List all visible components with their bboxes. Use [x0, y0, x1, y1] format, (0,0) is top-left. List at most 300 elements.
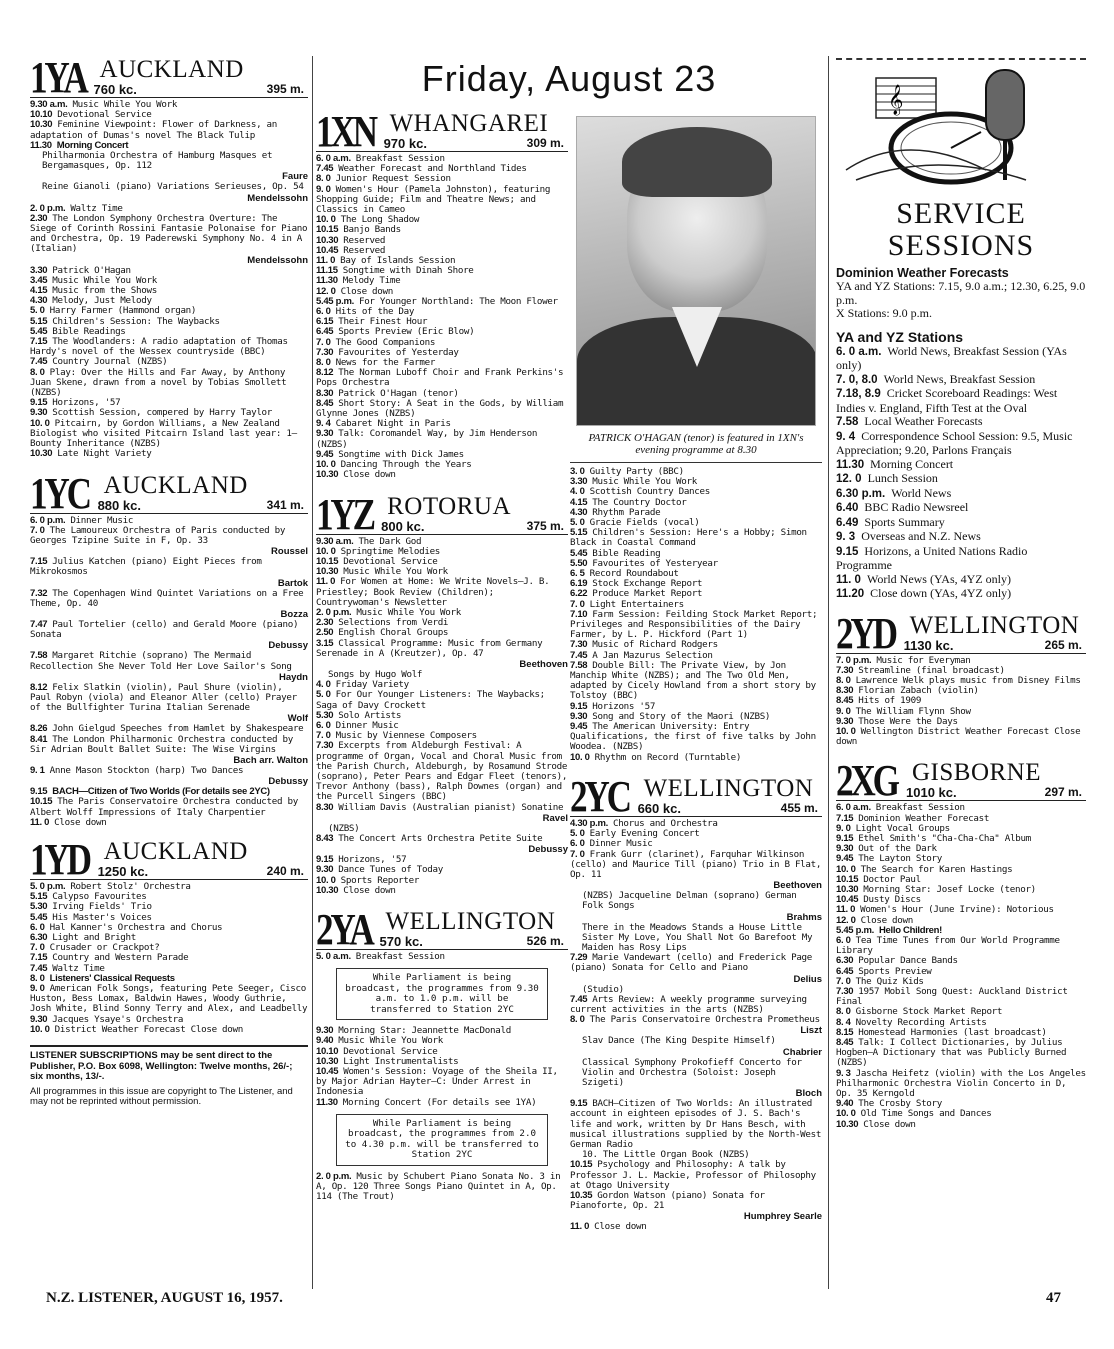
entry-time: 8.45 — [316, 397, 334, 409]
entry-time: 10. 0 — [836, 725, 856, 737]
entry-time: 10. 0 — [30, 1023, 50, 1035]
composer-credit: Chabrier — [782, 1046, 822, 1058]
composer-credit: Debussy — [268, 776, 308, 788]
entry-title: Bible Reading — [592, 547, 661, 559]
composer-credit: Delius — [793, 973, 822, 985]
entry-time: 5. 0 — [30, 305, 45, 317]
entry-time: 8. 0 — [836, 1006, 851, 1018]
programme-entry — [316, 470, 568, 480]
entry-title: Talk: Coromandel Way, by Jim Henderson (NZBS) — [316, 428, 538, 450]
entry-time: 4. 0 — [316, 679, 331, 691]
entry-title: Wellington District Weather Forecast Close down — [836, 725, 1081, 748]
entry-time: 2.30 — [316, 617, 334, 629]
programme-entry — [570, 1036, 822, 1046]
entry-time: 5.45 — [30, 911, 48, 923]
composer-credit: Brahms — [786, 911, 822, 923]
entry-time: 7. 0 — [30, 524, 45, 536]
entry-time: 12. 0 — [316, 285, 336, 297]
composer-credit: Wolf — [287, 713, 308, 725]
entry-title: The Quiz Kids — [855, 975, 924, 987]
entry-time: 11.30 — [30, 139, 52, 151]
entry-title: Dinner Music — [70, 514, 134, 526]
entry-title: The Woodlanders: A radio adaptation of Thomas Hardy's novel of the Wessex countryside (BBC) — [30, 336, 288, 358]
entry-title: Light Entertainers — [589, 598, 684, 610]
entry-title: Lunch Session — [867, 471, 938, 485]
entry-time: 11.20 — [836, 588, 865, 600]
station-code: 2XG — [836, 756, 897, 806]
entry-time: 10.30 — [316, 234, 339, 246]
entry-title: Dusty Discs — [863, 894, 921, 906]
entry-time: 3.30 — [30, 264, 48, 276]
entry-time: 10.30 — [30, 448, 53, 460]
column-3 — [570, 112, 822, 1233]
programme-entry — [570, 610, 822, 641]
entry-title: Cricket Scoreboard Readings: West Indies v. England, Fifth Test at the Oval — [836, 386, 1058, 415]
programme-entry — [316, 577, 568, 608]
entry-title: Music of Richard Rodgers — [592, 639, 718, 651]
entry-title: Out of the Dark — [858, 843, 937, 855]
station-m: 526 m. — [526, 934, 564, 948]
entry-title: Doctor Paul — [863, 873, 921, 885]
entry-title: Music for Everyman — [876, 654, 971, 666]
entry-time: 7.10 — [570, 608, 588, 620]
composer-credit: Humphrey Searle — [743, 1211, 822, 1223]
entry-time: 2. 0 p.m. — [316, 1170, 352, 1182]
entry-time: 7. 0 — [570, 598, 585, 610]
entry-time: 10.15 — [836, 873, 859, 885]
service-entry — [836, 373, 1086, 388]
entry-title: Stock Exchange Report — [592, 578, 703, 590]
portrait-photo — [576, 116, 816, 426]
entry-time: 7.15 — [30, 336, 48, 348]
entry-time: 5. 0 a.m. — [316, 951, 351, 962]
entry-time: 7. 0 — [30, 942, 45, 954]
entry-time: 10.30 — [316, 566, 339, 578]
programme-list-2xg — [836, 803, 1086, 1130]
entry-time: 9. 0 — [836, 822, 851, 834]
entry-time: 8. 0 — [316, 173, 331, 185]
entry-title: Light Vocal Groups — [855, 822, 950, 834]
entry-time: 8. 0 — [30, 972, 45, 984]
entry-time: 10.30 — [836, 1118, 859, 1130]
entry-title: News for the Farmer — [335, 357, 436, 369]
entry-time: 2. 0 p.m. — [316, 606, 352, 618]
entry-title: Light and Bright — [52, 931, 136, 943]
station-city: AUCKLAND — [103, 837, 248, 865]
entry-time: 9.15 — [836, 545, 859, 558]
programme-entry — [570, 753, 822, 763]
entry-title: 10. The Little Organ Book (NZBS) — [582, 1149, 750, 1161]
entry-title: Light Instrumentalists — [343, 1055, 459, 1067]
entry-title: Close down — [860, 914, 913, 926]
entry-time: 8.43 — [316, 832, 334, 844]
entry-time: 10.10 — [316, 1045, 339, 1057]
entry-title: Produce Market Report — [592, 588, 703, 600]
entry-time: 9. 1 — [30, 764, 45, 776]
programme-entry — [836, 1069, 1086, 1100]
entry-time: 6.45 — [316, 326, 334, 338]
entry-time: 10. 0 — [316, 214, 336, 226]
programme-entry — [316, 429, 568, 449]
station-header-2xg — [836, 756, 1086, 806]
entry-time: 6.19 — [570, 578, 588, 590]
programme-entry — [836, 727, 1086, 747]
programme-entry — [30, 214, 308, 255]
entry-time: 4.15 — [570, 496, 588, 508]
programme-entry — [836, 936, 1086, 956]
entry-title: Lawrence Welk plays music from Disney Films — [855, 674, 1081, 686]
entry-title: Morning Concert (For details see 1YA) — [342, 1096, 537, 1108]
entry-time: 7.45 — [316, 163, 334, 175]
entry-time: 10.30 — [316, 469, 339, 481]
entry-title: The Norman Luboff Choir and Frank Perkins's Pops Orchestra — [316, 367, 564, 389]
entry-title: Cabaret Night in Paris — [335, 418, 451, 430]
entry-title: Breakfast Session — [875, 802, 965, 814]
entry-title: The Country Doctor — [592, 496, 687, 508]
column-1 — [30, 53, 308, 1108]
entry-time: 10.15 — [316, 224, 339, 236]
programme-entry — [316, 834, 568, 844]
station-code: 2YD — [836, 608, 895, 658]
entry-title: Selections from Verdi — [338, 617, 449, 629]
entry-title: Talk: I Collect Dictionaries, by Julius Hogben—A Dictionary that was Publicly Burned (NZBS) — [836, 1037, 1067, 1069]
entry-title: Pitcairn, by Gordon Williams, a New Zealand Biologist who visited Pitcairn Island last year: 1—Bounty Inheritance (NZBS) — [30, 417, 297, 450]
entry-title: Reserved — [343, 244, 386, 256]
station-m: 341 m. — [266, 497, 304, 512]
station-header-1yc — [30, 468, 308, 518]
composer-credit: Liszt — [800, 1025, 822, 1037]
composer-credit: Bartok — [277, 577, 308, 589]
programme-entry — [836, 1120, 1086, 1130]
composer-credit: Ravel — [542, 812, 568, 824]
entry-time: 7. 0 — [316, 730, 331, 742]
entry-time: 9.30 — [316, 428, 334, 440]
entry-title: Dominion Weather Forecast — [858, 812, 990, 824]
entry-time: 9.30 a.m. — [316, 535, 354, 547]
service-entry — [836, 387, 1086, 415]
entry-title: Harry Farmer (Hammond organ) — [49, 305, 197, 317]
entry-time: 6. 0 — [30, 921, 45, 933]
station-city: AUCKLAND — [103, 471, 248, 499]
entry-time: 9.30 — [30, 1013, 48, 1025]
entry-time: 10. 0 — [316, 874, 336, 886]
entry-title: Guilty Party (BBC) — [589, 466, 684, 477]
programme-entry — [836, 1038, 1086, 1069]
entry-title: Children's Session: Here's a Hobby; Simon Black in Coastal Command — [570, 527, 807, 549]
entry-title: Music While You Work — [592, 476, 697, 488]
entry-title: Dinner Music — [589, 838, 653, 850]
entry-title: Slav Dance (The King Despite Himself) — [582, 1035, 776, 1047]
entry-title: Jascha Heifetz (violin) with the Los Angeles Philharmonic Orchestra Violin Concerto in D, Op. 35 Kerngold — [836, 1067, 1086, 1100]
entry-title: Gordon Watson (piano) Sonata for Pianoforte, Op. 21 — [570, 1189, 765, 1212]
entry-title: Horizons '57 — [592, 700, 656, 712]
entry-title: Breakfast Session — [355, 951, 445, 962]
entry-time: 11. 0 — [836, 573, 861, 586]
composer-credit: Mendelssohn — [247, 254, 308, 266]
entry-title: Close down — [343, 469, 396, 481]
entry-title: Hits of the Day — [335, 306, 415, 318]
entry-title: Homestead Harmonies (last broadcast) — [858, 1026, 1047, 1038]
station-kc: 880 kc. — [97, 497, 141, 513]
entry-title: Weather Forecast and Northland Tides — [338, 163, 527, 175]
entry-title: Bay of Islands Session — [340, 255, 456, 267]
entry-time: 7.30 — [570, 639, 588, 651]
entry-time: 9.45 — [570, 721, 588, 733]
entry-title: Sports Preview (Eric Blow) — [338, 326, 475, 338]
entry-time: 9.15 — [836, 832, 854, 844]
entry-time: 9.15 — [30, 397, 48, 409]
programme-entry — [30, 797, 308, 817]
entry-time: 7. 0 — [316, 336, 331, 348]
entry-title: Dinner Music — [335, 719, 399, 731]
entry-time: 7. 0 — [836, 975, 851, 987]
entry-time: 4.30 — [30, 295, 48, 307]
station-kc: 760 kc. — [93, 82, 137, 97]
entry-title: The Paris Conservatoire Orchestra conducted by Albert Wolff Impressions of Italy Charpentier — [30, 796, 298, 818]
station-kc: 1250 kc. — [97, 863, 149, 879]
entry-title: Feminine Viewpoint: Flower of Darkness, an adaptation of Dumas's novel The Black Tulip — [30, 119, 277, 141]
entry-time: 5.15 — [30, 891, 48, 903]
entry-time: 7.32 — [30, 587, 48, 599]
entry-time: 7. 0 — [570, 848, 585, 860]
entry-time: 5.45 — [30, 325, 48, 337]
programme-list-1yd — [30, 882, 308, 1035]
station-kc: 970 kc. — [383, 136, 427, 151]
entry-time: 8.26 — [30, 723, 48, 735]
entry-time: 9.30 — [30, 407, 48, 419]
entry-time: 10.30 — [30, 119, 53, 131]
entry-time: 10.45 — [316, 244, 339, 256]
entry-title: Sports Reporter — [340, 874, 420, 886]
entry-title: American Folk Songs, featuring Pete Seeger, Cisco Huston, Bess Lomax, Baldwin Hawes, Woody Guthrie, Josh White, Blind Sonny Terry and Alex, and Leadbelly — [30, 983, 308, 1015]
svg-text:𝄞: 𝄞 — [888, 85, 904, 115]
entry-title: Music While You Work — [72, 99, 178, 110]
entry-title: For Younger Northland: The Moon Flower — [358, 295, 558, 307]
weather-line: YA and YZ Stations: 7.15, 9.0 a.m.; 12.30, 6.25, 9.0 p.m. — [836, 279, 1086, 307]
entry-time: 8.41 — [30, 733, 48, 745]
entry-title: Listeners' Classical Requests — [49, 972, 175, 984]
entry-title: The Dark God — [358, 535, 422, 547]
entry-title: Popular Dance Bands — [858, 955, 958, 967]
entry-time: 5.15 — [30, 315, 48, 327]
entry-time: 2.50 — [316, 627, 334, 639]
entry-time: 3. 0 — [570, 466, 585, 477]
entry-time: 7.29 — [570, 952, 588, 964]
entry-title: The American University: Entry Qualifications, the first of five talks by John Woodea. (NZBS) — [570, 721, 816, 753]
entry-title: Women's Session: Voyage of the Sheila II, by Major Adrian Hayter—C: Under Arrest in Indonesia — [316, 1066, 558, 1098]
entry-title: (NZBS) — [328, 822, 360, 834]
entry-title: Country and Western Parade — [52, 952, 189, 964]
entry-title: Gracie Fields (vocal) — [589, 517, 700, 529]
entry-time: 11. 0 — [316, 576, 336, 588]
composer-credit: Bozza — [280, 608, 308, 620]
entry-title: Children's Session: The Waybacks — [52, 315, 220, 327]
entry-title: Friday Variety — [335, 679, 409, 691]
station-m: 240 m. — [266, 863, 304, 878]
entry-time: 10. 0 — [570, 751, 590, 763]
programme-entry — [570, 995, 822, 1015]
entry-time: 9.30 — [316, 1025, 334, 1037]
programme-list-2ya — [316, 1172, 568, 1203]
station-m: 455 m. — [780, 800, 818, 815]
copyright-text: All programmes in this issue are copyright to The Listener, and may not be reprinted without permission. — [30, 1085, 293, 1108]
programme-entry — [30, 526, 308, 546]
station-kc: 570 kc. — [379, 934, 423, 949]
programme-entry — [570, 1058, 822, 1089]
entry-time: 10.45 — [836, 894, 859, 906]
entry-time: 9. 3 — [836, 531, 856, 543]
entry-time: 6. 0 — [316, 719, 331, 731]
entry-title: Double Bill: The Private View, by Jon Manchip White (NZBS); and The Two Old Men, adapted by Cicely Howland from a short story by Tolstoy (BBC) — [570, 659, 816, 702]
entry-time: 6.15 — [316, 316, 334, 328]
entry-title: Old Time Songs and Dances — [860, 1108, 992, 1120]
entry-time: 9.30 — [836, 843, 854, 855]
entry-time: 11.15 — [316, 265, 338, 277]
entry-title: Close down (YAs, 4YZ only) — [870, 586, 1012, 600]
page-number: 47 — [1046, 1290, 1061, 1306]
station-city: WELLINGTON — [909, 611, 1080, 639]
entry-title: Morning Concert — [870, 456, 954, 471]
station-code: 1YZ — [316, 489, 373, 539]
programme-entry — [570, 1099, 822, 1150]
entry-title: Reserved — [343, 234, 386, 246]
entry-title: Marie Vandewart (cello) and Frederick Page (piano) Sonata for Cello and Piano — [570, 952, 813, 974]
entry-title: Scottish Country Dances — [589, 486, 710, 498]
entry-time: 8.30 — [316, 387, 334, 399]
entry-title: Devotional Service — [57, 109, 152, 121]
entry-title: Philharmonia Orchestra of Hamburg Masques et Bergamasques, Op. 112 — [42, 150, 273, 172]
service-entry — [836, 501, 1086, 516]
station-code: 1YD — [30, 834, 89, 884]
entry-time: 8.12 — [30, 681, 48, 693]
entry-time: 6. 0 — [316, 306, 331, 318]
programme-entry — [570, 1160, 822, 1191]
weather-heading: Dominion Weather Forecasts — [836, 266, 1009, 280]
entry-time: 9.15 — [570, 700, 588, 712]
entry-title: English Choral Groups — [338, 627, 449, 639]
entry-time: 6. 0 a.m. — [316, 153, 351, 164]
station-code: 1XN — [316, 107, 375, 156]
entry-title: Music While You Work — [343, 566, 448, 578]
service-entry — [836, 587, 1086, 602]
entry-title: District Weather Forecast Close down — [54, 1023, 243, 1035]
entry-title: The Search for Karen Hastings — [860, 863, 1013, 875]
entry-title: Music While You Work — [356, 606, 461, 618]
entry-title: Dance Tunes of Today — [338, 864, 443, 876]
entry-time: 6. 0 p.m. — [30, 514, 66, 526]
entry-time: 3.30 — [570, 476, 588, 488]
entry-time: 5. 0 — [570, 517, 585, 529]
column-rule — [312, 56, 313, 1289]
entry-title: Arts Review: A weekly programme surveying current activities in the arts (NZBS) — [570, 993, 807, 1015]
entry-title: Women's Hour (Pamela Johnston), featuring Shopping Guide; Film and Theatre News; and Classics in Cameo — [316, 183, 551, 216]
entry-time: 5. 0 — [316, 689, 331, 701]
programme-list-1yc — [30, 516, 308, 828]
programme-entry — [30, 735, 308, 755]
station-header-1yd — [30, 834, 308, 884]
entry-time: 10.15 — [316, 555, 339, 567]
programme-list-1ya — [30, 100, 308, 460]
entry-title: For Our Younger Listeners: The Waybacks; Saga of Davy Crockett — [316, 689, 545, 711]
entry-title: Dancing Through the Years — [340, 459, 472, 471]
service-entry — [836, 472, 1086, 487]
entry-title: Gisborne Stock Market Report — [855, 1006, 1003, 1018]
service-entry — [836, 458, 1086, 473]
entry-time: 9. 4 — [836, 430, 856, 443]
entry-time: 10.30 — [836, 883, 859, 895]
programme-entry — [570, 528, 822, 548]
entry-title: Anne Mason Stockton (harp) Two Dances — [49, 764, 244, 776]
station-m: 309 m. — [526, 136, 564, 150]
entry-time: 5.50 — [570, 557, 588, 569]
service-entry — [836, 415, 1086, 430]
entry-time: 5.30 — [316, 709, 334, 721]
composer-credit: Faure — [282, 171, 308, 183]
parliament-notice: While Parliament is being broadcast, the programmes from 2.0 to 4.30 p.m. will be transferred to Station 2YC — [336, 1114, 548, 1166]
programme-entry — [570, 1222, 822, 1232]
programme-entry — [316, 690, 568, 710]
entry-title: Early Evening Concert — [589, 828, 700, 840]
entry-time: 5.15 — [570, 527, 588, 539]
entry-title: Music from the Shows — [52, 285, 157, 297]
entry-time: 12. 0 — [836, 473, 862, 485]
entry-title: Reine Gianoli (piano) Variations Serieuses, Op. 54 — [42, 181, 304, 193]
entry-title: Devotional Service — [343, 555, 438, 567]
entry-time: 11.30 — [316, 1096, 338, 1108]
entry-title: Tea Time Tunes from Our World Programme Library — [836, 934, 1060, 957]
entry-time: 10. 0 — [30, 417, 50, 429]
entry-time: 6.30 — [30, 931, 48, 943]
entry-time: 7.30 — [316, 346, 334, 358]
entry-title: Music by Schubert Piano Sonata No. 3 in A, Op. 120 Three Songs Piano Quintet in A, Op. 114 (The Trout) — [316, 1170, 561, 1203]
entry-time: 9. 0 — [316, 183, 331, 195]
entry-title: World News, Breakfast Session (YAs only) — [836, 343, 1067, 372]
page-title: Friday, August 23 — [421, 58, 717, 99]
entry-title: Women's Hour (June Irvine): Notorious — [860, 904, 1054, 916]
programme-entry — [570, 923, 822, 954]
entry-time: 7.45 — [570, 993, 588, 1005]
entry-time: 9.30 — [836, 715, 854, 727]
composer-credit: Beethoven — [773, 880, 822, 892]
entry-time: 5. 0 p.m. — [30, 880, 66, 892]
entry-time: 8.30 — [836, 685, 854, 697]
entry-title: Calypso Favourites — [52, 891, 147, 903]
entry-time: 2. 0 p.m. — [30, 202, 66, 214]
programme-entry — [570, 661, 822, 702]
entry-time: 10. 0 — [836, 863, 856, 875]
entry-time: 7.18, 8.9 — [836, 388, 881, 400]
entry-time: 2.30 — [30, 212, 48, 224]
entry-time: 7.30 — [836, 985, 854, 997]
entry-time: 6.22 — [570, 588, 588, 600]
entry-time: 12. 0 — [836, 914, 856, 926]
entry-title: Waltz Time — [70, 202, 123, 214]
service-entry — [836, 573, 1086, 588]
entry-time: 3.15 — [316, 637, 334, 649]
programme-list-2yc — [570, 819, 822, 1233]
service-entry — [836, 430, 1086, 458]
station-kc: 800 kc. — [381, 518, 425, 534]
entry-time: 9.40 — [316, 1035, 334, 1047]
station-code: 1YA — [30, 53, 86, 102]
entry-title: Sports Preview — [858, 965, 932, 977]
entry-time: 11. 0 — [316, 255, 336, 267]
entry-time: 11. 0 — [30, 816, 50, 828]
entry-title: Favourites of Yesterday — [338, 346, 459, 358]
entry-title: Robert Stolz' Orchestra — [70, 880, 191, 892]
programme-entry — [316, 185, 568, 216]
entry-time: 9. 4 — [316, 418, 331, 430]
